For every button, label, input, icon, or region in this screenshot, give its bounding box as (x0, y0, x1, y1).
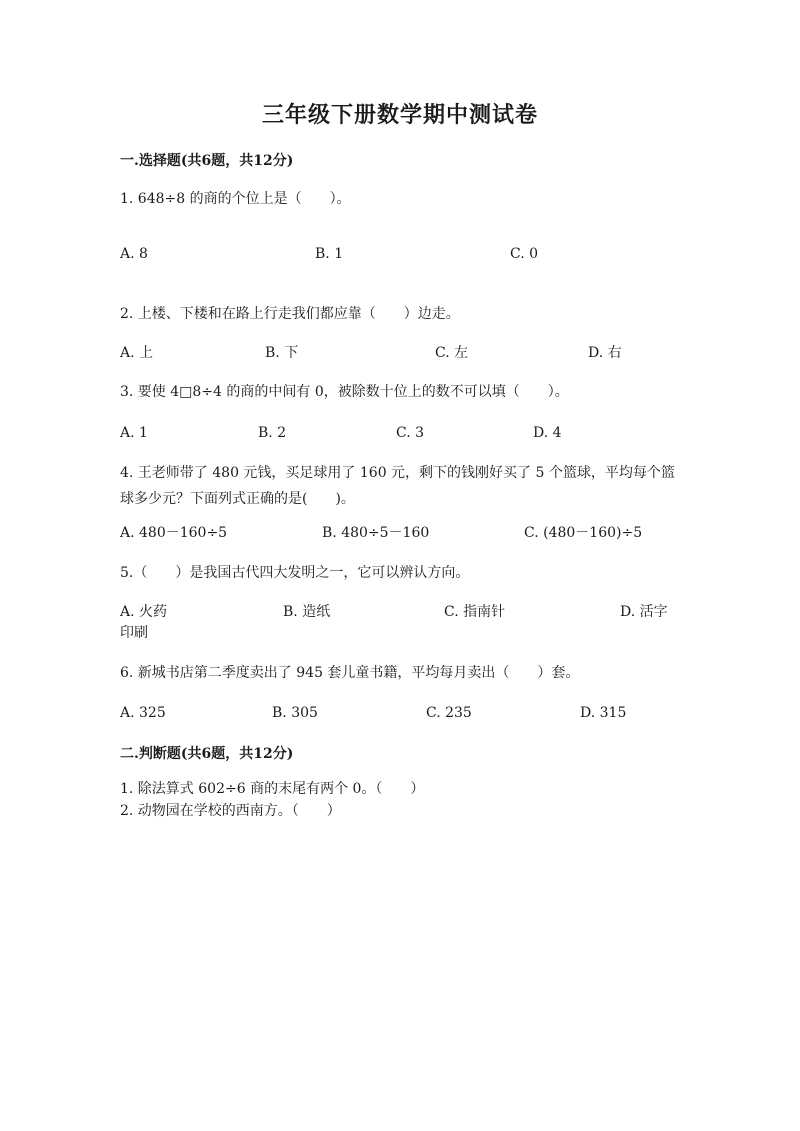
section-heading-choice: 一.选择题(共6题，共12分) (120, 153, 294, 169)
question-6-option-d: D. 315 (580, 705, 627, 721)
question-1-option-c: C. 0 (510, 246, 539, 262)
question-1-option-b: B. 1 (315, 246, 344, 262)
section-heading-judgement: 二.判断题(共6题，共12分) (120, 746, 294, 762)
question-5-option-b: B. 造纸 (283, 604, 331, 620)
question-3-option-c: C. 3 (396, 425, 425, 441)
question-5-option-a: A. 火药 (120, 604, 168, 620)
question-5-option-d: D. 活字 (620, 604, 668, 620)
question-4-option-c: C. (480－160)÷5 (524, 525, 643, 541)
question-6-option-a: A. 325 (120, 705, 166, 721)
question-2-option-c: C. 左 (435, 345, 469, 361)
question-5-option-c: C. 指南针 (444, 604, 506, 620)
question-3-text: 3. 要使 4□8÷4 的商的中间有 0，被除数十位上的数不可以填（ ）。 (120, 384, 569, 400)
question-4-option-a: A. 480－160÷5 (120, 525, 228, 541)
question-1-text: 1. 648÷8 的商的个位上是（ ）。 (120, 191, 351, 207)
question-2-text: 2. 上楼、下楼和在路上行走我们都应靠（ ）边走。 (120, 306, 460, 322)
question-6-text: 6. 新城书店第二季度卖出了 945 套儿童书籍，平均每月卖出（ ）套。 (120, 665, 580, 681)
question-2-option-b: B. 下 (265, 345, 299, 361)
question-6-option-b: B. 305 (272, 705, 318, 721)
judgement-2-text: 2. 动物园在学校的西南方。（ ） (120, 803, 341, 819)
question-4-text: 4. 王老师带了 480 元钱，买足球用了 160 元，剩下的钱刚好买了 5 个篮球，平均每个篮球多少元？下面列式正确的是( )。 (120, 465, 675, 507)
question-3-option-a: A. 1 (120, 425, 148, 441)
question-5-option-d-continued: 印刷 (120, 625, 148, 641)
question-4-option-b: B. 480÷5－160 (322, 525, 430, 541)
question-5-text: 5.（ ）是我国古代四大发明之一，它可以辨认方向。 (120, 565, 470, 581)
question-1-option-a: A. 8 (120, 246, 148, 262)
judgement-1-text: 1. 除法算式 602÷6 商的末尾有两个 0。（ ） (120, 781, 425, 797)
question-6-option-c: C. 235 (426, 705, 472, 721)
question-3-option-b: B. 2 (258, 425, 287, 441)
question-3-option-d: D. 4 (533, 425, 562, 441)
page-title: 三年级下册数学期中测试卷 (261, 102, 538, 128)
question-2-option-d: D. 右 (588, 345, 622, 361)
question-2-option-a: A. 上 (120, 345, 154, 361)
